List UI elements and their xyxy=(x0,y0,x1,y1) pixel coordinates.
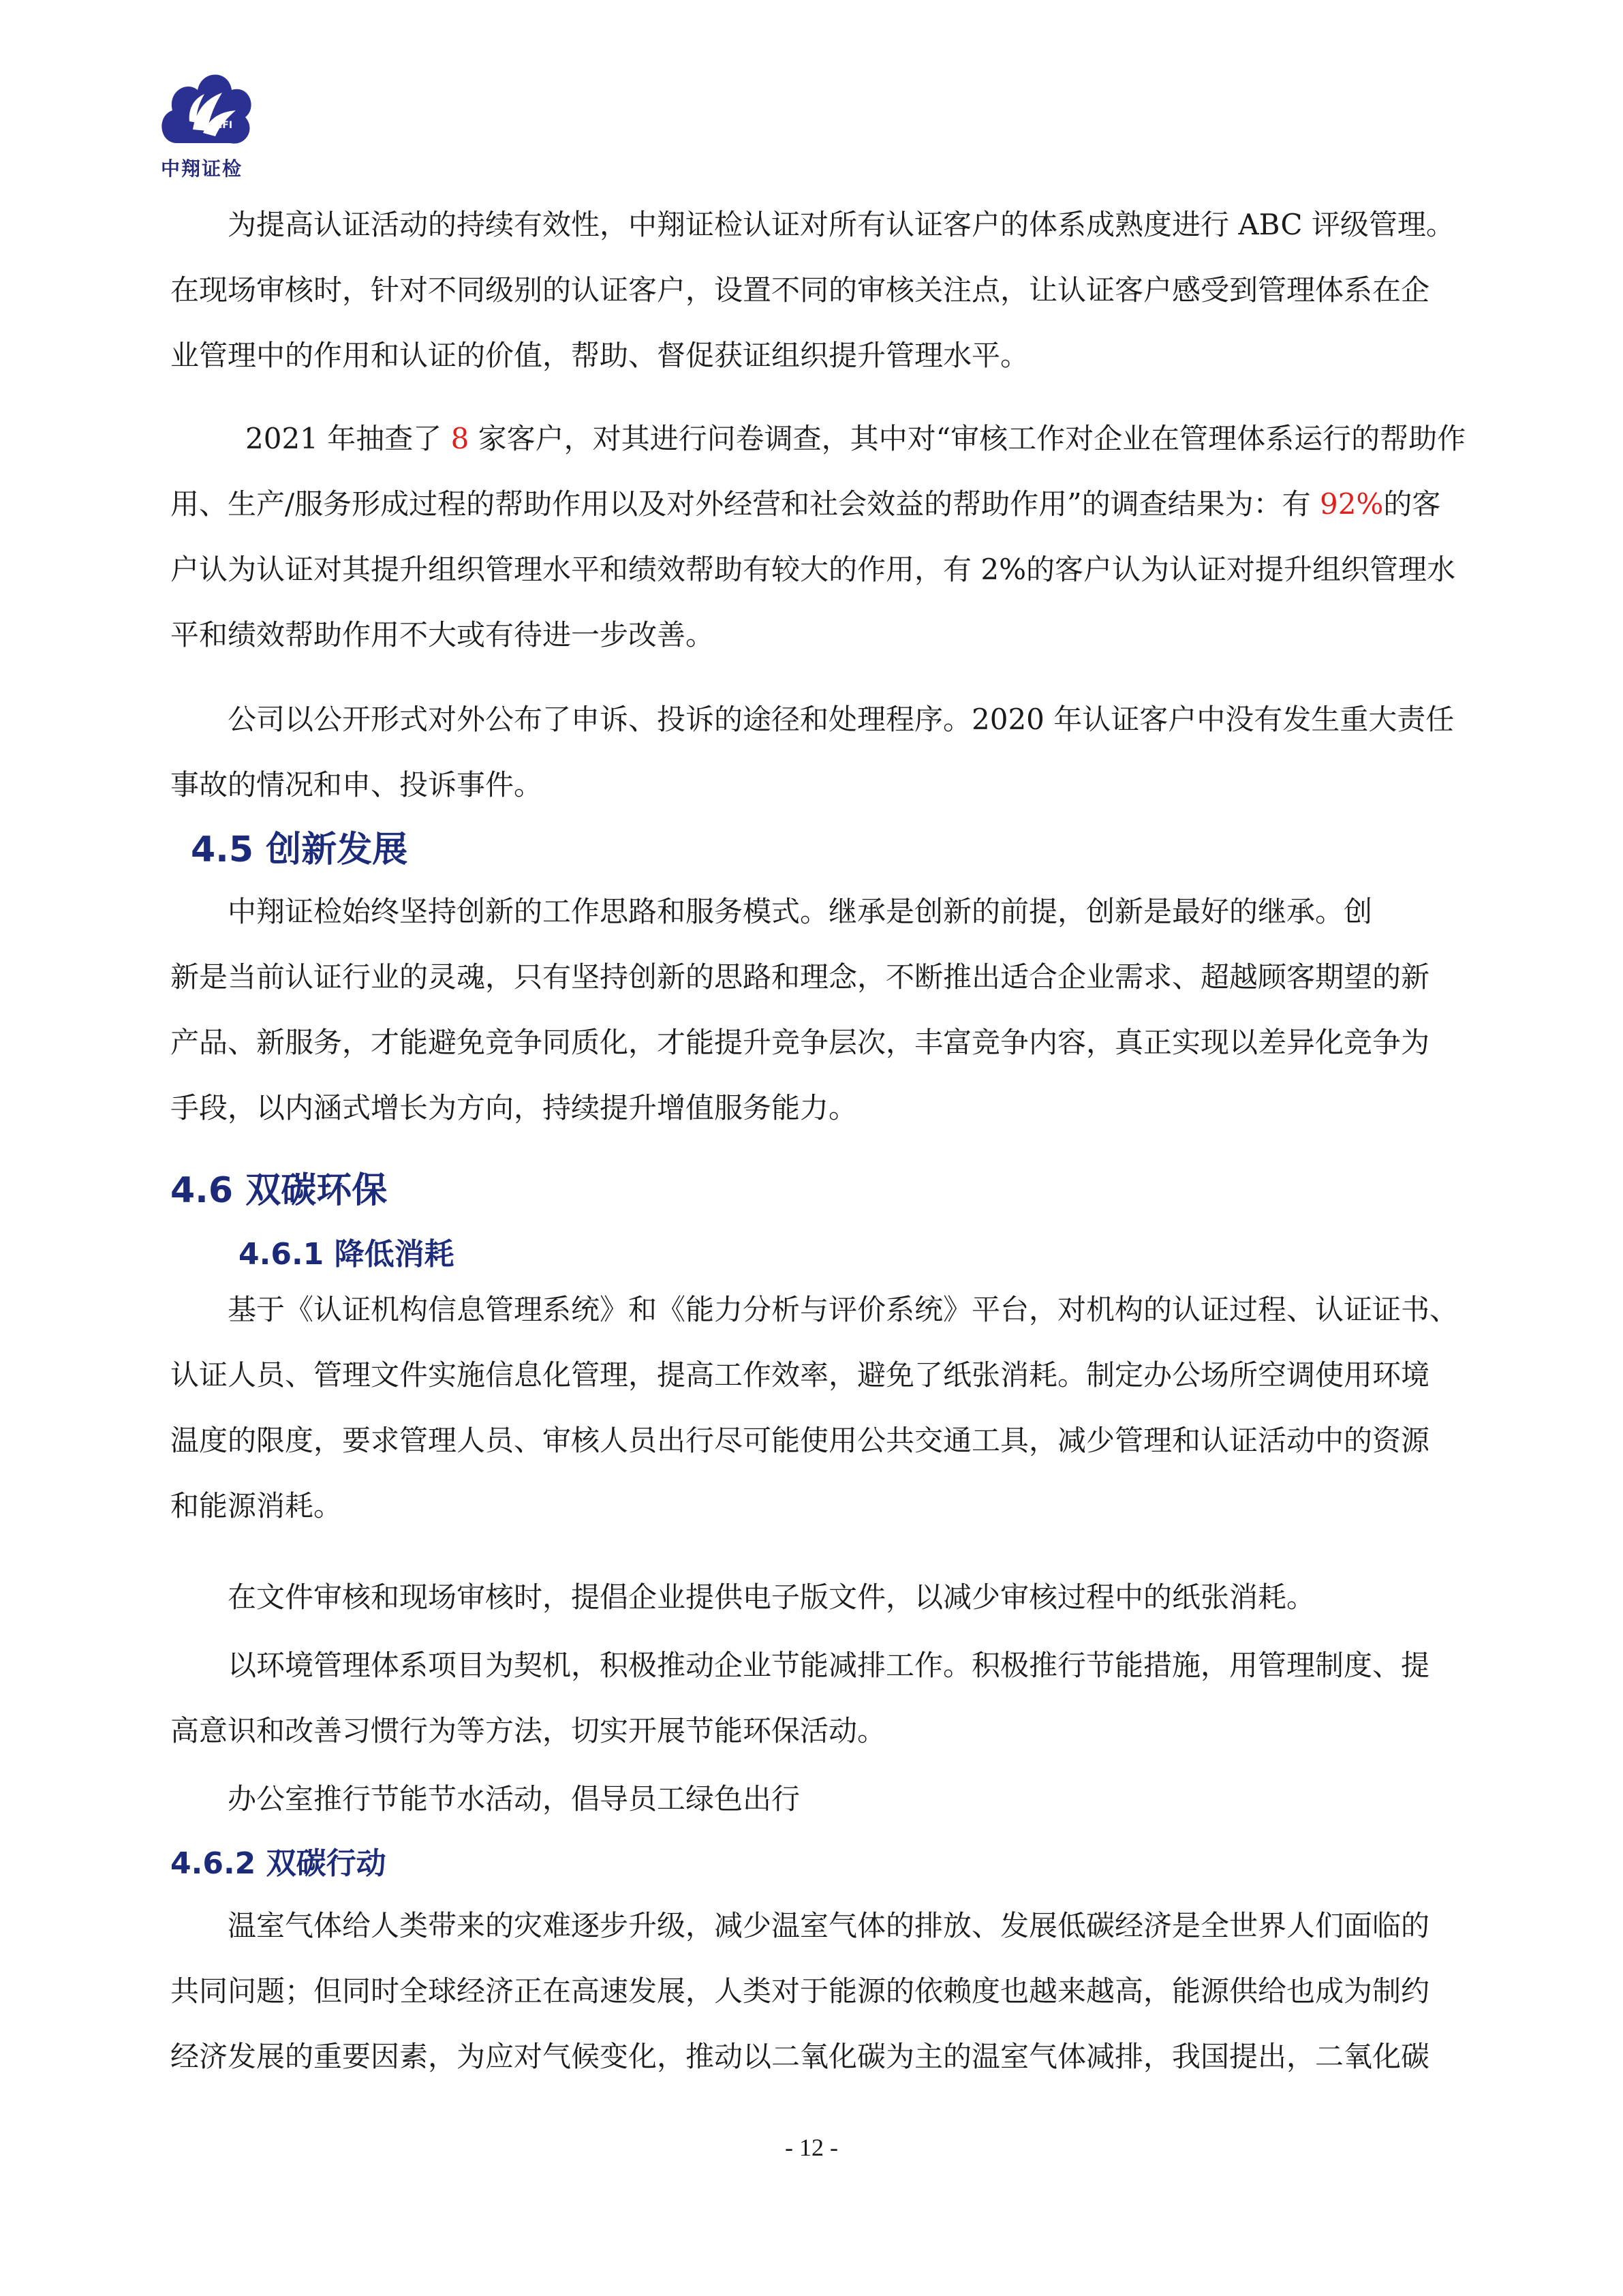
text-line: 经济发展的重要因素，为应对气候变化，推动以二氧化碳为主的温室气体减排，我国提出，二氧化碳 xyxy=(170,2040,1430,2073)
text-line: 业管理中的作用和认证的价值，帮助、督促获证组织提升管理水平。 xyxy=(170,339,1030,372)
text-line: 产品、新服务，才能避免竞争同质化，才能提升竞争层次，丰富竞争内容，真正实现以差异化竞争为 xyxy=(170,1026,1430,1059)
logo-badge-text: CFI xyxy=(215,120,233,131)
carbon-action-paragraph xyxy=(170,1893,1526,2090)
reduce-consumption-paragraph xyxy=(170,1277,1526,1539)
text-line: 办公室推行节能节水活动，倡导员工绿色出行 xyxy=(228,1782,801,1816)
text-line: 中翔证检始终坚持创新的工作思路和服务模式。继承是创新的前提，创新是最好的继承。创 xyxy=(228,895,1373,928)
innovation-paragraph xyxy=(170,879,1526,1141)
section-heading-4-5: 4.5 创新发展 xyxy=(191,829,408,870)
text-line: 温室气体给人类带来的灾难逐步升级，减少温室气体的排放、发展低碳经济是全世界人们面临的 xyxy=(228,1909,1430,1942)
satisfaction-percent: 92% xyxy=(1319,487,1384,521)
text-line: 2021 年抽查了 8 家客户，对其进行问卷调查，其中对“审核工作对企业在管理体系运行的帮助作 xyxy=(245,422,1466,455)
text-line: 平和绩效帮助作用不大或有待进一步改善。 xyxy=(170,618,715,652)
text-line: 在现场审核时，针对不同级别的认证客户，设置不同的审核关注点，让认证客户感受到管理体系在企 xyxy=(170,273,1430,307)
surveyed-count: 8 xyxy=(450,422,469,455)
text-line: 高意识和改善习惯行为等方法，切实开展节能环保活动。 xyxy=(170,1714,886,1747)
text-line: 和能源消耗。 xyxy=(170,1489,343,1522)
text-line: 新是当前认证行业的灵魂，只有坚持创新的思路和理念，不断推出适合企业需求、超越顾客期望的新 xyxy=(170,960,1430,994)
text-line: 共同问题；但同时全球经济正在高速发展，人类对于能源的依赖度也越来越高，能源供给也成为制约 xyxy=(170,1974,1430,2008)
logo-wordmark: 中翔证检 xyxy=(161,157,243,180)
survey-paragraph xyxy=(170,406,1526,668)
subsection-heading-4-6-1: 4.6.1 降低消耗 xyxy=(238,1237,454,1272)
text-line: 基于《认证机构信息管理系统》和《能力分析与评价系统》平台，对机构的认证过程、认证证书、 xyxy=(228,1293,1459,1326)
text-line: 以环境管理体系项目为契机，积极推动企业节能减排工作。积极推行节能措施，用管理制度、提 xyxy=(228,1649,1430,1682)
section-heading-4-6: 4.6 双碳环保 xyxy=(170,1170,388,1211)
text-line: 事故的情况和申、投诉事件。 xyxy=(170,768,543,801)
paperless-paragraph xyxy=(170,1565,1526,1630)
text-line: 户认为认证对其提升组织管理水平和绩效帮助有较大的作用，有 2%的客户认为认证对提升组织管理水 xyxy=(170,553,1455,586)
text-line: 手段，以内涵式增长为方向，持续提升增值服务能力。 xyxy=(170,1091,858,1124)
text-line: 温度的限度，要求管理人员、审核人员出行尽可能使用公共交通工具，减少管理和认证活动中的资源 xyxy=(170,1424,1430,1457)
page-number: - 12 - xyxy=(785,2134,838,2161)
text-line: 用、生产/服务形成过程的帮助作用以及对外经营和社会效益的帮助作用”的调查结果为：有 92%的客 xyxy=(170,487,1441,521)
text-line: 为提高认证活动的持续有效性，中翔证检认证对所有认证客户的体系成熟度进行 ABC 评级管理。 xyxy=(228,208,1455,241)
energy-saving-paragraph xyxy=(170,1633,1526,1764)
cloud-emblem-icon xyxy=(161,75,251,144)
intro-paragraph-1 xyxy=(170,192,1526,388)
complaint-paragraph xyxy=(170,687,1526,818)
text-line: 公司以公开形式对外公布了申诉、投诉的途径和处理程序。2020 年认证客户中没有发生重大责任 xyxy=(228,703,1455,736)
green-travel-paragraph xyxy=(170,1766,1526,1832)
text-line: 认证人员、管理文件实施信息化管理，提高工作效率，避免了纸张消耗。制定办公场所空调使用环境 xyxy=(170,1358,1430,1392)
text-line: 在文件审核和现场审核时，提倡企业提供电子版文件，以减少审核过程中的纸张消耗。 xyxy=(228,1580,1316,1614)
subsection-heading-4-6-2: 4.6.2 双碳行动 xyxy=(170,1846,386,1881)
